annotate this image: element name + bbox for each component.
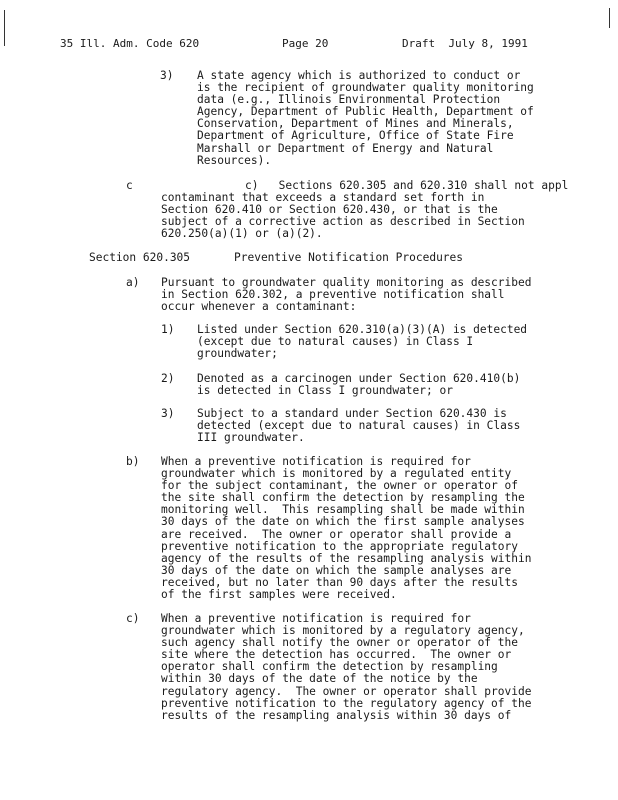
section-title: Preventive Notification Procedures <box>234 251 464 264</box>
scan-edge-mark-side <box>609 8 610 28</box>
para-a-item-3-text <box>197 408 520 444</box>
text-line: agency of the results of the resampling analysis within <box>161 551 532 565</box>
text-line: (except due to natural causes) in Class I <box>197 335 474 349</box>
para-a-item-3-label: 3) <box>161 407 175 420</box>
para-a-item-2-label: 2) <box>161 372 175 385</box>
text-line: preventive notification to the appropriate regulatory <box>161 539 518 553</box>
text-line: regulatory agency. The owner or operator shall provide <box>161 684 532 698</box>
para-a-item-1-label: 1) <box>161 323 175 336</box>
text-line: Section 620.410 or Section 620.430, or that is the <box>161 203 498 217</box>
text-line: Marshall or Department of Energy and Natural <box>197 141 494 155</box>
text-line: is detected in Class I groundwater; or <box>197 384 453 398</box>
text-line: within 30 days of the date of the notice by the <box>161 672 478 686</box>
text-line: data (e.g., Illinois Environmental Protection <box>197 93 501 107</box>
text-line: When a preventive notification is required for <box>161 455 471 468</box>
para-a-text <box>161 277 531 313</box>
text-line: such agency shall notify the owner or operator of the <box>161 636 518 650</box>
text-line: 30 days of the date on which the first sample analyses <box>161 515 525 529</box>
text-line: Conservation, Department of Mines and Minerals, <box>197 117 514 131</box>
text-line: 30 days of the date on which the sample analyses are <box>161 563 512 577</box>
text-line: in Section 620.302, a preventive notification shall <box>161 288 505 302</box>
item-3-label: 3) <box>160 69 174 82</box>
text-line: for the subject contaminant, the owner or operator of <box>161 479 518 493</box>
section-number: Section 620.305 <box>89 251 191 264</box>
header-draft-date: Draft July 8, 1991 <box>402 37 528 50</box>
para-b-label: b) <box>126 455 140 468</box>
text-line: Department of Agriculture, Office of State Fire <box>197 129 514 143</box>
para-a-item-2-text <box>197 373 520 397</box>
text-line: Denoted as a carcinogen under Section 620.410(b) <box>197 372 521 385</box>
para-c-label: c) <box>126 612 140 625</box>
text-line: Pursuant to groundwater quality monitoring as described <box>161 276 532 289</box>
text-line: of the first samples were received. <box>161 588 397 602</box>
item-3-text <box>197 70 534 167</box>
text-line: Listed under Section 620.310(a)(3)(A) is detected <box>197 323 528 336</box>
text-line: Subject to a standard under Section 620.430 is <box>197 407 507 420</box>
text-line: are received. The owner or operator shall provide a <box>161 527 512 541</box>
header-page-number: Page 20 <box>282 37 329 50</box>
text-line: received, but no later than 90 days after the results <box>161 575 518 589</box>
text-line: III groundwater. <box>197 431 305 445</box>
text-line: the site shall confirm the detection by resampling the <box>161 491 525 505</box>
text-line: detected (except due to natural causes) in Class <box>197 419 521 433</box>
text-line: groundwater which is monitored by a regulatory agency, <box>161 624 525 638</box>
text-line: groundwater which is monitored by a regulated entity <box>161 467 512 481</box>
text-line: Resources). <box>197 153 272 167</box>
header-code: 35 Ill. Adm. Code 620 <box>60 37 200 50</box>
text-line: subject of a corrective action as described in Section <box>161 215 525 229</box>
text-line: monitoring well. This resampling shall be made within <box>161 503 525 517</box>
text-line: groundwater; <box>197 347 278 361</box>
text-line: occur whenever a contaminant: <box>161 300 357 314</box>
para-c-text <box>161 613 531 722</box>
margin-marker-c: c <box>126 179 133 192</box>
para-a-label: a) <box>126 276 140 289</box>
text-line: contaminant that exceeds a standard set forth in <box>161 191 485 204</box>
text-line: results of the resampling analysis within 30 days of <box>161 708 512 722</box>
item-c-first-line: c) Sections 620.305 and 620.310 shall not appl <box>245 180 569 192</box>
para-a-item-1-text <box>197 324 527 360</box>
text-line: site where the detection has occurred. The owner or <box>161 648 512 662</box>
para-b-text <box>161 456 531 601</box>
item-c-text <box>161 192 525 240</box>
text-line: operator shall confirm the detection by resampling <box>161 660 498 674</box>
text-line: is the recipient of groundwater quality monitoring <box>197 81 534 95</box>
text-line: preventive notification to the regulatory agency of the <box>161 696 532 710</box>
text-line: 620.250(a)(1) or (a)(2). <box>161 227 323 241</box>
text-line: When a preventive notification is required for <box>161 612 471 625</box>
text-line: Agency, Department of Public Health, Department of <box>197 105 534 119</box>
scan-edge-mark-top <box>4 10 5 46</box>
text-line: A state agency which is authorized to conduct or <box>197 69 521 82</box>
